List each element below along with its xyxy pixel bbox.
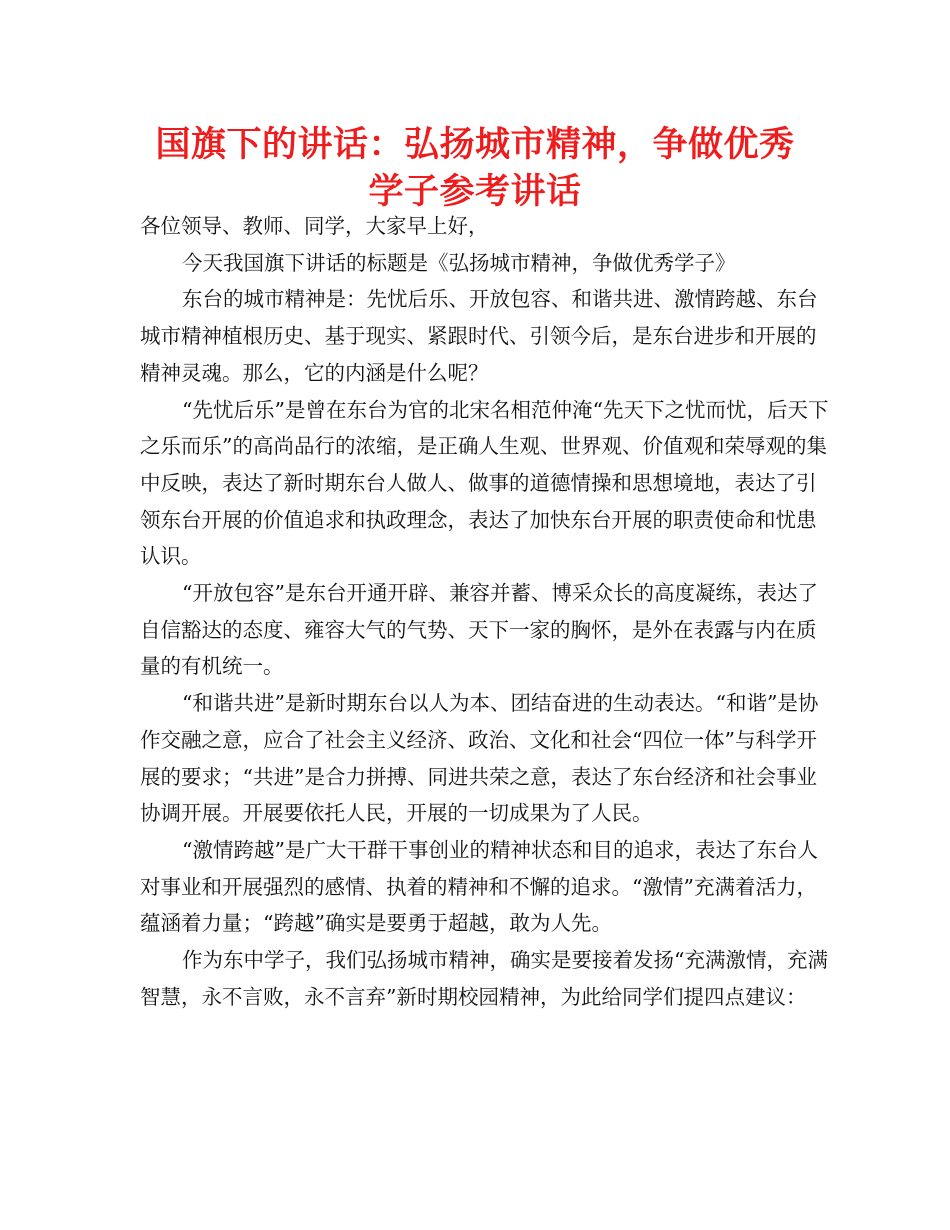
paragraph-xianyou-houle: “先忧后乐”是曾在东台为官的北宋名相范仲淹“先天下之忧而忧，后天下之乐而乐”的高尚品行的浓缩，是正确人生观、世界观、价值观和荣辱观的集中反映，表达了新时期东台人做人、做事的道德情操和思想境地，表达了引领东台开展的价值追求和执政理念，表达了加快东台开展的职责使命和忧患认识。	[140, 397, 829, 569]
paragraph-city-spirit: 东台的城市精神是：先忧后乐、开放包容、和谐共进、激情跨越、东台城市精神植根历史、基于现实、紧跟时代、引领今后，是东台进步和开展的精神灵魂。那么，它的内涵是什么呢？	[140, 287, 818, 385]
paragraph-jiqing-kuayue: “激情跨越”是广大干群干事创业的精神状态和目的追求，表达了东台人对事业和开展强烈的感情、执着的精神和不懈的追求。“激情”充满着活力，蕴涵着力量；“跨越”确实是要勇于超越，敢为人先。	[140, 837, 818, 936]
paragraph-greeting: 各位领导、教师、同学，大家早上好，	[140, 214, 489, 238]
paragraph-topic: 今天我国旗下讲话的标题是《弘扬城市精神，争做优秀学子》	[182, 250, 736, 275]
paragraph-suggestions: 作为东中学子，我们弘扬城市精神，确实是要接着发扬“充满激情，充满智慧，永不言败，永不言弃”新时期校园精神，为此给同学们提四点建议：	[140, 948, 828, 1009]
paragraph-kaifang-baorong: “开放包容”是东台开通开辟、兼容并蓄、博采众长的高度凝练，表达了自信豁达的态度、雍容大气的气势、天下一家的胸怀，是外在表露与内在质量的有机统一。	[140, 581, 818, 679]
document-title: 国旗下的讲话：弘扬城市精神，争做优秀学子参考讲话	[155, 125, 795, 212]
document-body	[140, 208, 830, 1015]
paragraph-hexie-gongjin: “和谐共进”是新时期东台以人为本、团结奋进的生动表达。“和谐”是协作交融之意，应合了社会主义经济、政治、文化和社会“四位一体”与科学开展的要求；“共进”是合力拼搏、同进共荣之意，表达了东台经济和社会事业协调开展。开展要依托人民，开展的一切成果为了人民。	[140, 691, 819, 826]
